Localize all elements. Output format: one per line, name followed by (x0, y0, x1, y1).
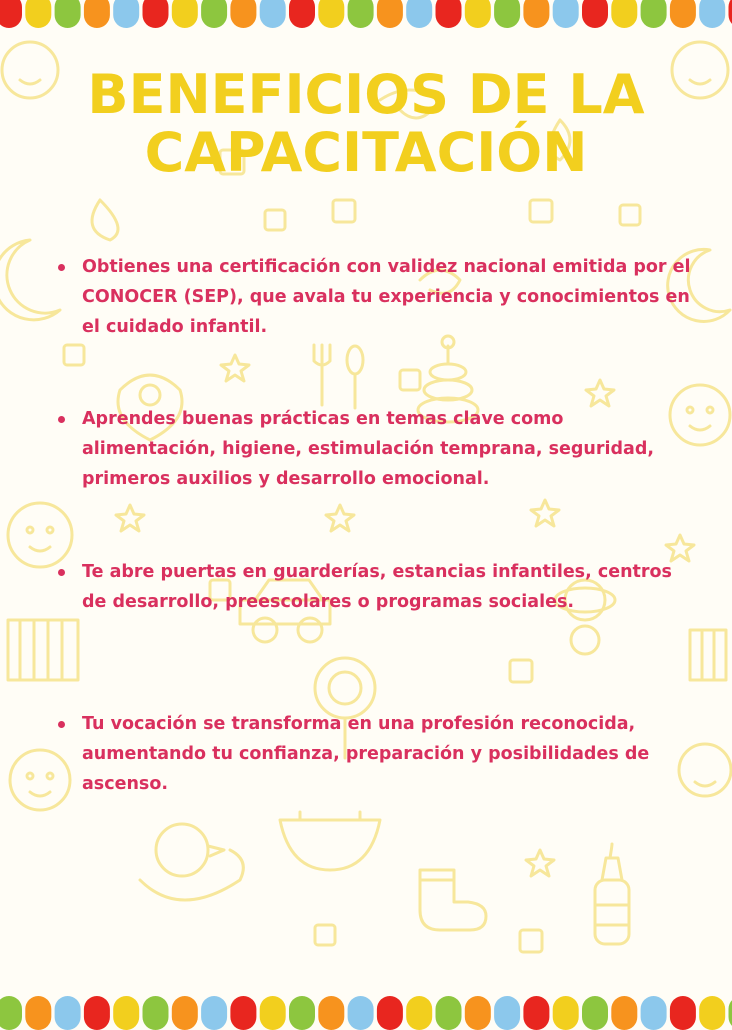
border-stripe (494, 0, 520, 28)
border-stripe (729, 0, 732, 28)
border-stripe (55, 996, 81, 1030)
colorful-top-border (0, 0, 732, 28)
page-title-line-2: CAPACITACIÓN (0, 124, 732, 182)
border-stripe (406, 0, 432, 28)
sock-icon (420, 870, 486, 930)
border-stripe (230, 996, 256, 1030)
border-stripe (641, 996, 667, 1030)
border-stripe (348, 996, 374, 1030)
border-stripe (699, 0, 725, 28)
border-stripe (201, 0, 227, 28)
border-stripe (553, 996, 579, 1030)
colorful-bottom-border (0, 996, 732, 1030)
border-stripe (641, 0, 667, 28)
border-stripe (377, 0, 403, 28)
border-stripe (436, 0, 462, 28)
border-stripe (84, 0, 110, 28)
border-stripe (406, 996, 432, 1030)
border-stripe (84, 996, 110, 1030)
border-stripe (729, 996, 732, 1030)
border-stripe (523, 996, 549, 1030)
border-stripe (201, 996, 227, 1030)
border-stripe (0, 996, 22, 1030)
border-stripe (523, 0, 549, 28)
border-stripe (143, 0, 169, 28)
border-stripe (0, 0, 22, 28)
baby-bottle-icon (595, 844, 629, 944)
border-stripe (436, 996, 462, 1030)
border-stripe (230, 0, 256, 28)
border-stripe (553, 0, 579, 28)
border-stripe (699, 996, 725, 1030)
border-stripe (318, 0, 344, 28)
duck-icon (140, 824, 243, 900)
border-stripe (670, 0, 696, 28)
border-stripe (494, 996, 520, 1030)
border-stripe (260, 0, 286, 28)
border-stripe (113, 0, 139, 28)
border-stripe (670, 996, 696, 1030)
benefit-item-professional-recognition: Tu vocación se transforma en una profesión reconocida, aumentando tu confianza, preparación y posibilidades de ascenso. (54, 709, 694, 799)
border-stripe (289, 0, 315, 28)
border-stripe (582, 996, 608, 1030)
border-stripe (25, 996, 51, 1030)
border-stripe (113, 996, 139, 1030)
border-stripe (25, 0, 51, 28)
border-stripe (465, 996, 491, 1030)
border-stripe (611, 0, 637, 28)
border-stripe (172, 0, 198, 28)
crib-icon (8, 620, 726, 680)
page-title (0, 66, 732, 182)
benefit-item-job-opportunities: Te abre puertas en guarderías, estancias infantiles, centros de desarrollo, preescolares o programas sociales. (54, 557, 694, 617)
border-stripe (172, 996, 198, 1030)
border-stripe (143, 996, 169, 1030)
diaper-icon (280, 812, 380, 870)
border-stripe (465, 0, 491, 28)
border-stripe (582, 0, 608, 28)
border-stripe (318, 996, 344, 1030)
border-stripe (348, 0, 374, 28)
border-stripe (260, 996, 286, 1030)
border-stripe (377, 996, 403, 1030)
benefit-item-certification: Obtienes una certificación con validez nacional emitida por el CONOCER (SEP), que avala tu experiencia y conocimientos en el cuidado infantil. (54, 252, 694, 342)
border-stripe (611, 996, 637, 1030)
fork-spoon-icon (314, 345, 363, 408)
page-title-line-1: BENEFICIOS DE LA (0, 66, 732, 124)
border-stripe (289, 996, 315, 1030)
benefit-item-best-practices: Aprendes buenas prácticas en temas clave como alimentación, higiene, estimulación temprana, seguridad, primeros auxilios y desarrollo emocional. (54, 404, 694, 494)
border-stripe (55, 0, 81, 28)
